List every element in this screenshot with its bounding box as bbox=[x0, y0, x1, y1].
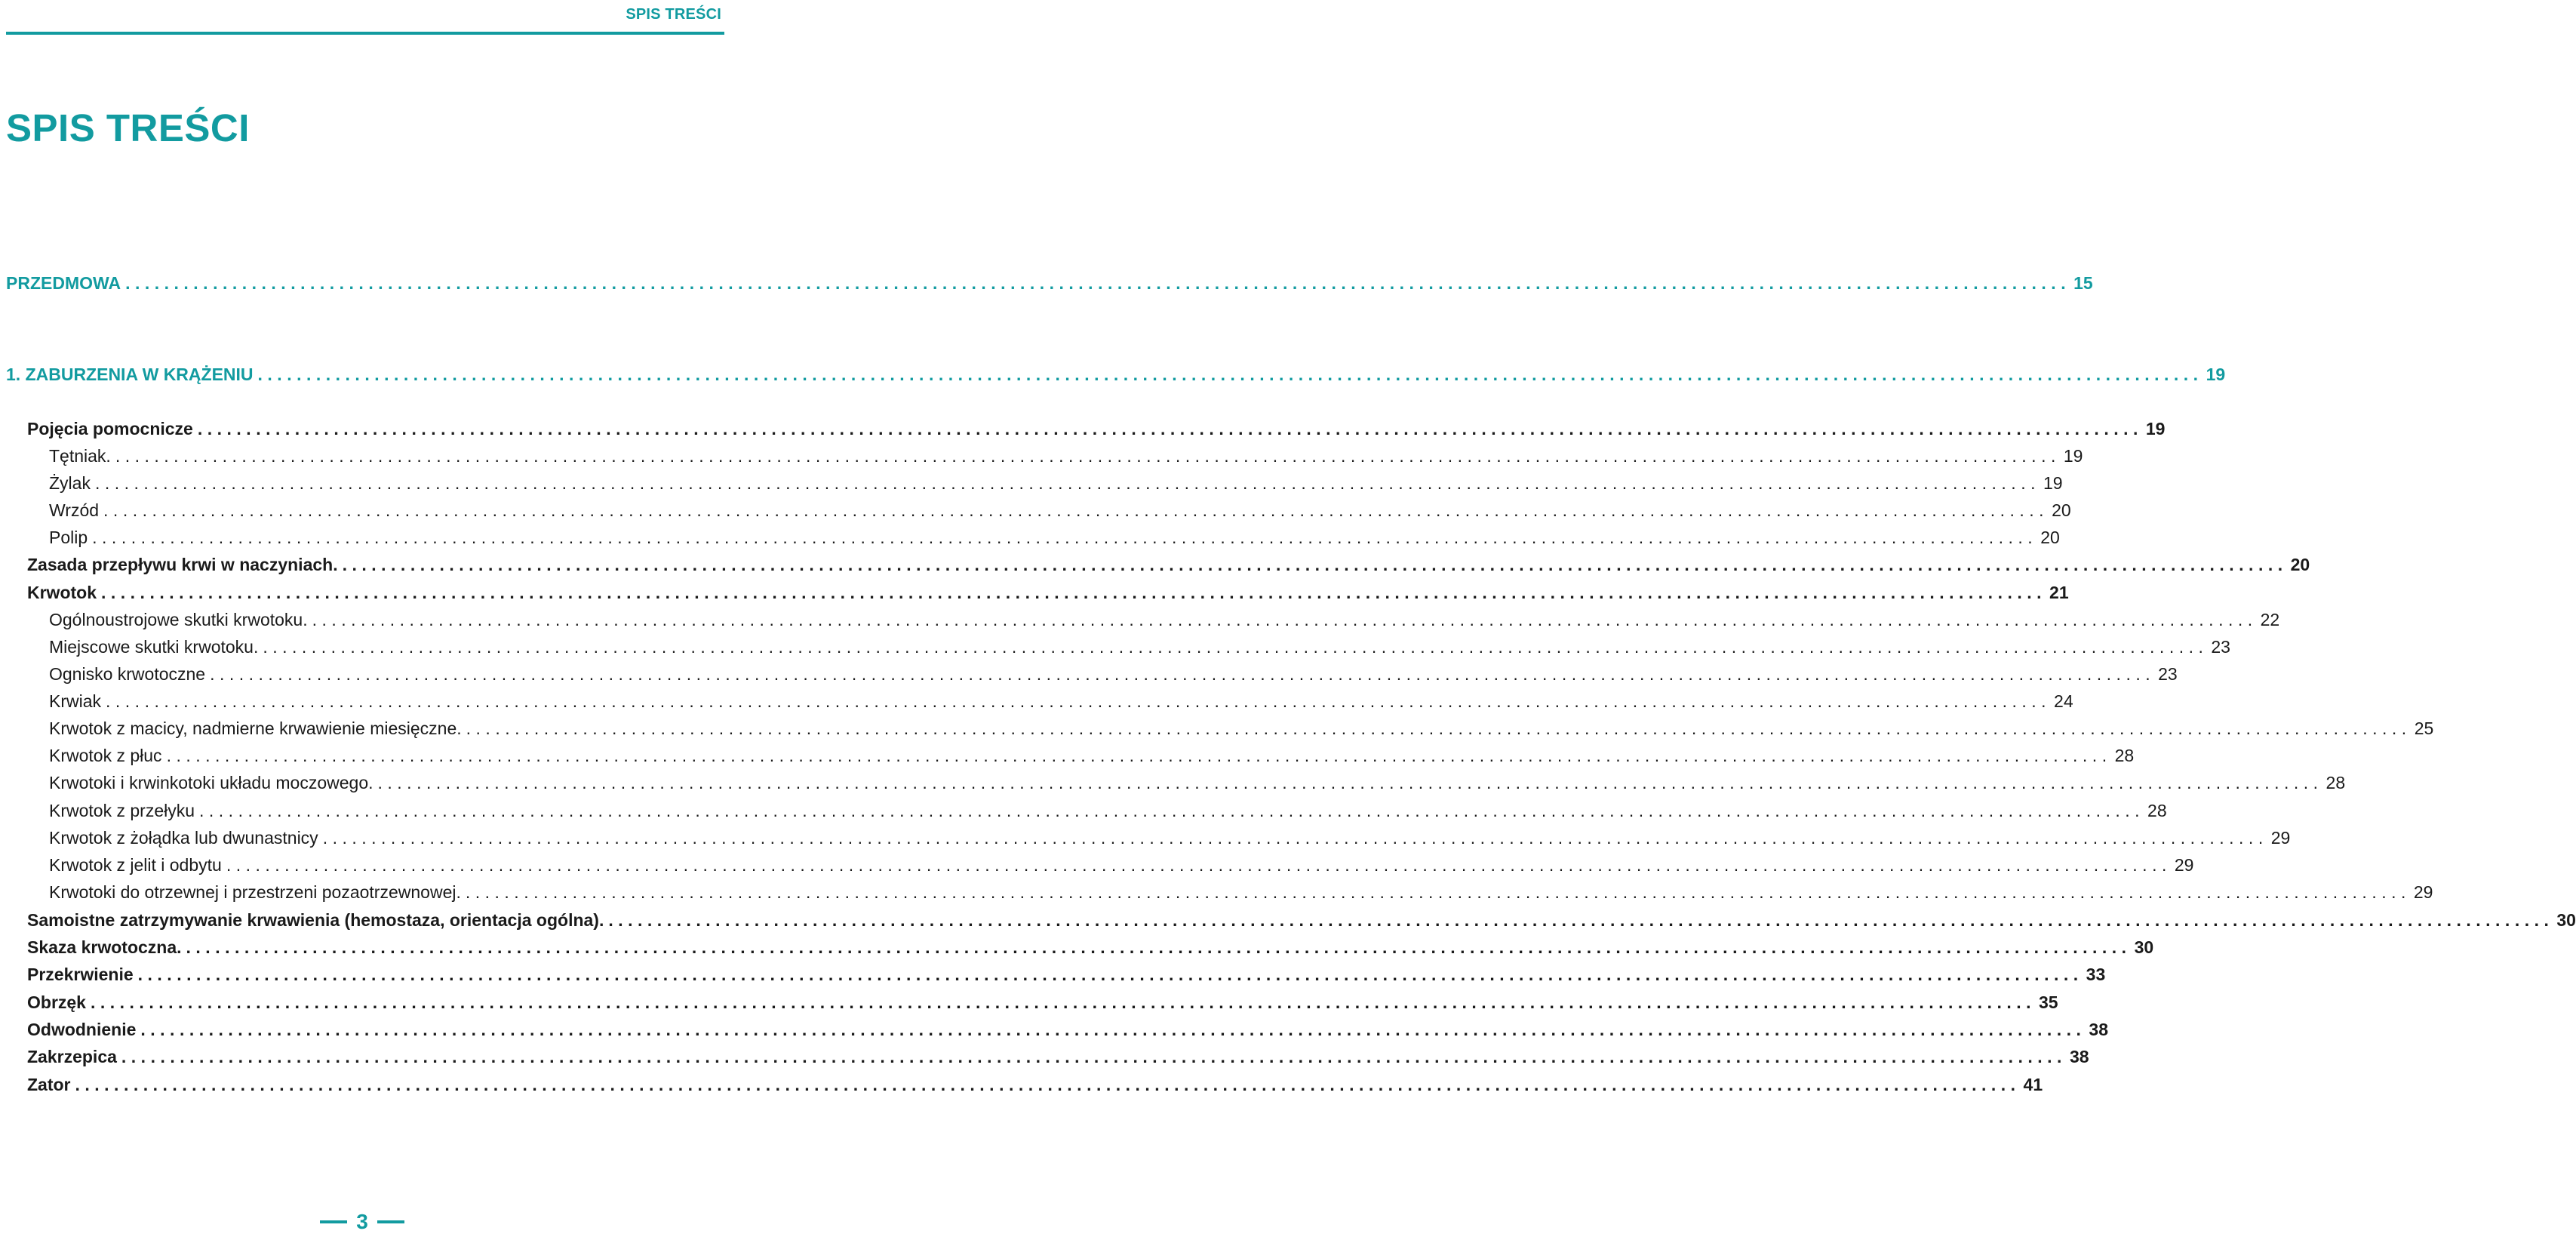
dot-leader: ........................................................................................................................................................................................................ bbox=[90, 992, 2037, 1012]
toc-entry-label: Skaza krwotoczna. bbox=[27, 937, 182, 957]
page-number bbox=[0, 1209, 724, 1235]
dot-leader: ........................................................................................................................................................................................................ bbox=[121, 1047, 2067, 1066]
toc-entry[interactable] bbox=[49, 524, 2060, 551]
dot-leader: ........................................................................................................................................................................................................ bbox=[101, 583, 2047, 602]
toc-entry[interactable] bbox=[27, 1043, 2089, 1070]
toc-entry-page: 35 bbox=[2039, 992, 2058, 1012]
toc-entry-label: Krwotok z żołądka lub dwunastnicy bbox=[49, 828, 318, 848]
toc-entry-page: 22 bbox=[2260, 610, 2280, 629]
toc-entry-label: Krwotok z macicy, nadmierne krwawienie miesięczne. bbox=[49, 719, 462, 738]
dot-leader: ........................................................................................................................................................................................................ bbox=[103, 500, 2049, 520]
toc-entry[interactable] bbox=[27, 551, 2310, 578]
toc-entry-label: Zakrzepica bbox=[27, 1047, 117, 1066]
toc-entry-page: 24 bbox=[2054, 691, 2073, 711]
dot-leader: ........................................................................................................................................................................................................ bbox=[75, 1075, 2021, 1094]
toc-entry[interactable] bbox=[27, 961, 2106, 988]
toc-entry-label: Krwotok z przełyku bbox=[49, 801, 195, 820]
toc-entry-page: 21 bbox=[2049, 583, 2069, 602]
toc-entry[interactable] bbox=[27, 1071, 2043, 1098]
dot-leader: ........................................................................................................................................................................................................ bbox=[186, 937, 2132, 957]
toc-entry-label: Krwotok z jelit i odbytu bbox=[49, 855, 222, 875]
toc-entry-label: Krwotok z płuc bbox=[49, 746, 162, 765]
toc-entry[interactable] bbox=[27, 415, 2166, 442]
toc-entry-label: Odwodnienie bbox=[27, 1020, 137, 1039]
toc-entry-page: 38 bbox=[2069, 1047, 2089, 1066]
toc-entry[interactable] bbox=[49, 851, 2194, 879]
toc-entry-label: Samoistne zatrzymywanie krwawienia (hemostaza, orientacja ogólna). bbox=[27, 910, 604, 930]
toc-entry-chapter-1[interactable] bbox=[6, 361, 2226, 388]
toc-entry[interactable] bbox=[27, 989, 2058, 1016]
dot-leader: ........................................................................................................................................................................................................ bbox=[197, 419, 2143, 438]
toc-entry-label: Zator bbox=[27, 1075, 71, 1094]
dot-leader: ........................................................................................................................................................................................................ bbox=[608, 910, 2554, 930]
toc-entry-label: Wrzód bbox=[49, 500, 100, 520]
toc-entry[interactable] bbox=[27, 579, 2069, 606]
footer-dash-left bbox=[320, 1220, 347, 1223]
footer-dash-right bbox=[377, 1220, 404, 1223]
dot-leader: ........................................................................................................................................................................................................ bbox=[115, 446, 2061, 466]
dot-leader: ........................................................................................................................................................................................................ bbox=[312, 610, 2258, 629]
dot-leader: ........................................................................................................................................................................................................ bbox=[263, 637, 2209, 657]
dot-leader: ........................................................................................................................................................................................................ bbox=[166, 746, 2112, 765]
toc-entry-label: Pojęcia pomocnicze bbox=[27, 419, 193, 438]
dot-leader: ........................................................................................................................................................................................................ bbox=[465, 882, 2411, 902]
toc-entry-page: 23 bbox=[2158, 664, 2178, 684]
toc-entry-page: 29 bbox=[2174, 855, 2194, 875]
toc-entry[interactable] bbox=[49, 769, 2346, 796]
page-title: SPIS TREŚCI bbox=[6, 106, 250, 149]
toc-entry[interactable] bbox=[49, 715, 2434, 742]
toc-entry-page: 15 bbox=[2073, 273, 2093, 293]
toc-entry-page: 20 bbox=[2052, 500, 2071, 520]
toc-entry-label: Krwotoki i krwinkotoki układu moczowego. bbox=[49, 773, 373, 792]
running-header-title: SPIS TREŚCI bbox=[626, 6, 721, 23]
toc-entry-page: 20 bbox=[2290, 555, 2310, 574]
toc-entry-label: Ognisko krwotoczne bbox=[49, 664, 206, 684]
toc-entry-page: 28 bbox=[2114, 746, 2135, 765]
toc-entry-page: 19 bbox=[2043, 473, 2063, 493]
toc-entry-label: Tętniak. bbox=[49, 446, 111, 466]
toc-entry-page: 28 bbox=[2325, 773, 2346, 792]
toc-entry-page: 25 bbox=[2414, 719, 2434, 738]
dot-leader: ........................................................................................................................................................................................................ bbox=[199, 801, 2145, 820]
toc-entry[interactable] bbox=[27, 1016, 2109, 1043]
header-rule bbox=[6, 32, 724, 35]
dot-leader: ........................................................................................................................................................................................................ bbox=[342, 555, 2288, 574]
toc-entry[interactable] bbox=[49, 688, 2073, 715]
dot-leader: ........................................................................................................................................................................................................ bbox=[94, 473, 2040, 493]
toc-entry-page: 41 bbox=[2023, 1075, 2043, 1094]
toc-entry-page: 23 bbox=[2211, 637, 2230, 657]
toc-entry-page: 29 bbox=[2413, 882, 2433, 902]
toc-entry-label: Polip bbox=[49, 528, 88, 547]
toc-entry[interactable] bbox=[49, 879, 2433, 906]
toc-entry-page: 28 bbox=[2147, 801, 2167, 820]
page-number-value: 3 bbox=[356, 1210, 368, 1233]
toc-entry-label: Ogólnoustrojowe skutki krwotoku. bbox=[49, 610, 308, 629]
toc-entry-przedmowa[interactable] bbox=[6, 269, 2093, 297]
dot-leader: ........................................................................................................................................................................................................ bbox=[226, 855, 2172, 875]
toc-entry-label: PRZEDMOWA bbox=[6, 273, 121, 293]
dot-leader: ........................................................................................................................................................................................................ bbox=[106, 691, 2052, 711]
toc-entry[interactable] bbox=[49, 469, 2063, 497]
toc-entry-label: Żylak bbox=[49, 473, 91, 493]
toc-entry-page: 19 bbox=[2063, 446, 2083, 466]
toc-entry[interactable] bbox=[49, 824, 2291, 851]
toc-entry[interactable] bbox=[49, 797, 2167, 824]
dot-leader: ........................................................................................................................................................................................................ bbox=[210, 664, 2156, 684]
toc-entry[interactable] bbox=[49, 660, 2178, 688]
toc-entry[interactable] bbox=[49, 442, 2083, 469]
toc-entry[interactable] bbox=[49, 606, 2280, 633]
toc-entry-page: 19 bbox=[2206, 365, 2226, 384]
dot-leader: ........................................................................................................................................................................................................ bbox=[137, 965, 2083, 984]
toc-entry-label: 1. ZABURZENIA W KRĄŻENIU bbox=[6, 365, 254, 384]
toc-entry[interactable] bbox=[27, 906, 2576, 934]
toc-entry-label: Krwotoki do otrzewnej i przestrzeni pozaotrzewnowej. bbox=[49, 882, 461, 902]
toc-entry[interactable] bbox=[49, 633, 2230, 660]
dot-leader: ........................................................................................................................................................................................................ bbox=[322, 828, 2268, 848]
toc-entry[interactable] bbox=[49, 497, 2071, 524]
toc-entry[interactable] bbox=[49, 742, 2135, 769]
toc-entry-page: 38 bbox=[2089, 1020, 2109, 1039]
toc-entry-page: 30 bbox=[2134, 937, 2154, 957]
dot-leader: ........................................................................................................................................................................................................ bbox=[257, 365, 2203, 384]
dot-leader: ........................................................................................................................................................................................................ bbox=[125, 273, 2071, 293]
toc-entry-label: Krwiak bbox=[49, 691, 102, 711]
toc-entry-page: 20 bbox=[2040, 528, 2060, 547]
toc-entry-label: Obrzęk bbox=[27, 992, 86, 1012]
toc-entry-page: 33 bbox=[2086, 965, 2106, 984]
toc-entry-page: 30 bbox=[2556, 910, 2576, 930]
toc-entry-label: Zasada przepływu krwi w naczyniach. bbox=[27, 555, 338, 574]
toc-entry[interactable] bbox=[27, 934, 2154, 961]
toc-entry-label: Przekrwienie bbox=[27, 965, 134, 984]
toc-entry-label: Krwotok bbox=[27, 583, 97, 602]
toc-entry-page: 19 bbox=[2145, 419, 2166, 438]
dot-leader: ........................................................................................................................................................................................................ bbox=[466, 719, 2412, 738]
toc-entry-label: Miejscowe skutki krwotoku. bbox=[49, 637, 259, 657]
dot-leader: ........................................................................................................................................................................................................ bbox=[140, 1020, 2086, 1039]
toc-entry-page: 29 bbox=[2270, 828, 2291, 848]
dot-leader: ........................................................................................................................................................................................................ bbox=[377, 773, 2323, 792]
dot-leader: ........................................................................................................................................................................................................ bbox=[92, 528, 2038, 547]
